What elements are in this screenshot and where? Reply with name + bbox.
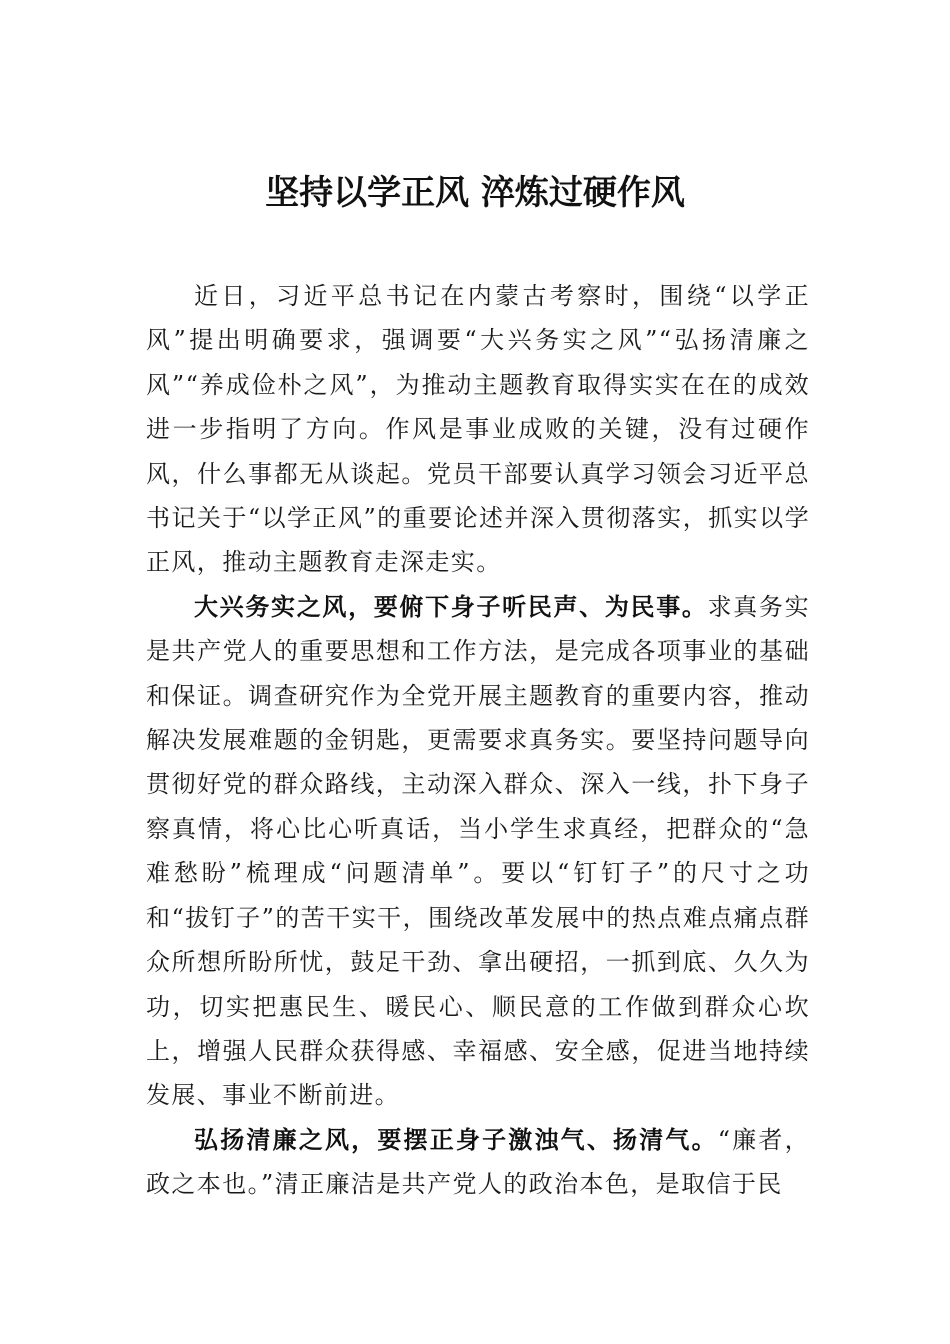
paragraph-lead: 弘扬清廉之风，要摆正身子激浊气、扬清气。	[194, 1125, 718, 1154]
paragraph-text: “廉者，政之本也。”清正廉洁是共产党人的政治本色，是取信于民	[146, 1125, 810, 1199]
paragraph-integrity-style	[146, 1118, 810, 1207]
article-body	[146, 274, 810, 1207]
paragraph-text: 近日，习近平总书记在内蒙古考察时，围绕“以学正风”提出明确要求，强调要“大兴务实之风”“弘扬清廉之风”“养成俭朴之风”，为推动主题教育取得实实在在的成效进一步指明了方向。作风是事业成败的关键，没有过硬作风，什么事都无从谈起。党员干部要认真学习领会习近平总书记关于“以学正风”的重要论述并深入贯彻落实，抓实以学正风，推动主题教育走深走实。	[146, 282, 810, 577]
paragraph-pragmatic-style	[146, 585, 810, 1118]
paragraph-lead: 大兴务实之风，要俯下身子听民声、为民事。	[194, 592, 708, 621]
paragraph-text: 求真务实是共产党人的重要思想和工作方法，是完成各项事业的基础和保证。调查研究作为全党开展主题教育的重要内容，推动解决发展难题的金钥匙，更需要求真务实。要坚持问题导向贯彻好党的群众路线，主动深入群众、深入一线，扑下身子察真情，将心比心听真话，当小学生求真经，把群众的“急难愁盼”梳理成“问题清单”。要以“钉钉子”的尺寸之功和“拔钉子”的苦干实干，围绕改革发展中的热点难点痛点群众所想所盼所忧，鼓足干劲、拿出硬招，一抓到底、久久为功，切实把惠民生、暖民心、顺民意的工作做到群众心坎上，增强人民群众获得感、幸福感、安全感，促进当地持续发展、事业不断前进。	[146, 592, 810, 1110]
paragraph-intro	[146, 274, 810, 585]
page-title: 坚持以学正风 淬炼过硬作风	[265, 173, 685, 213]
